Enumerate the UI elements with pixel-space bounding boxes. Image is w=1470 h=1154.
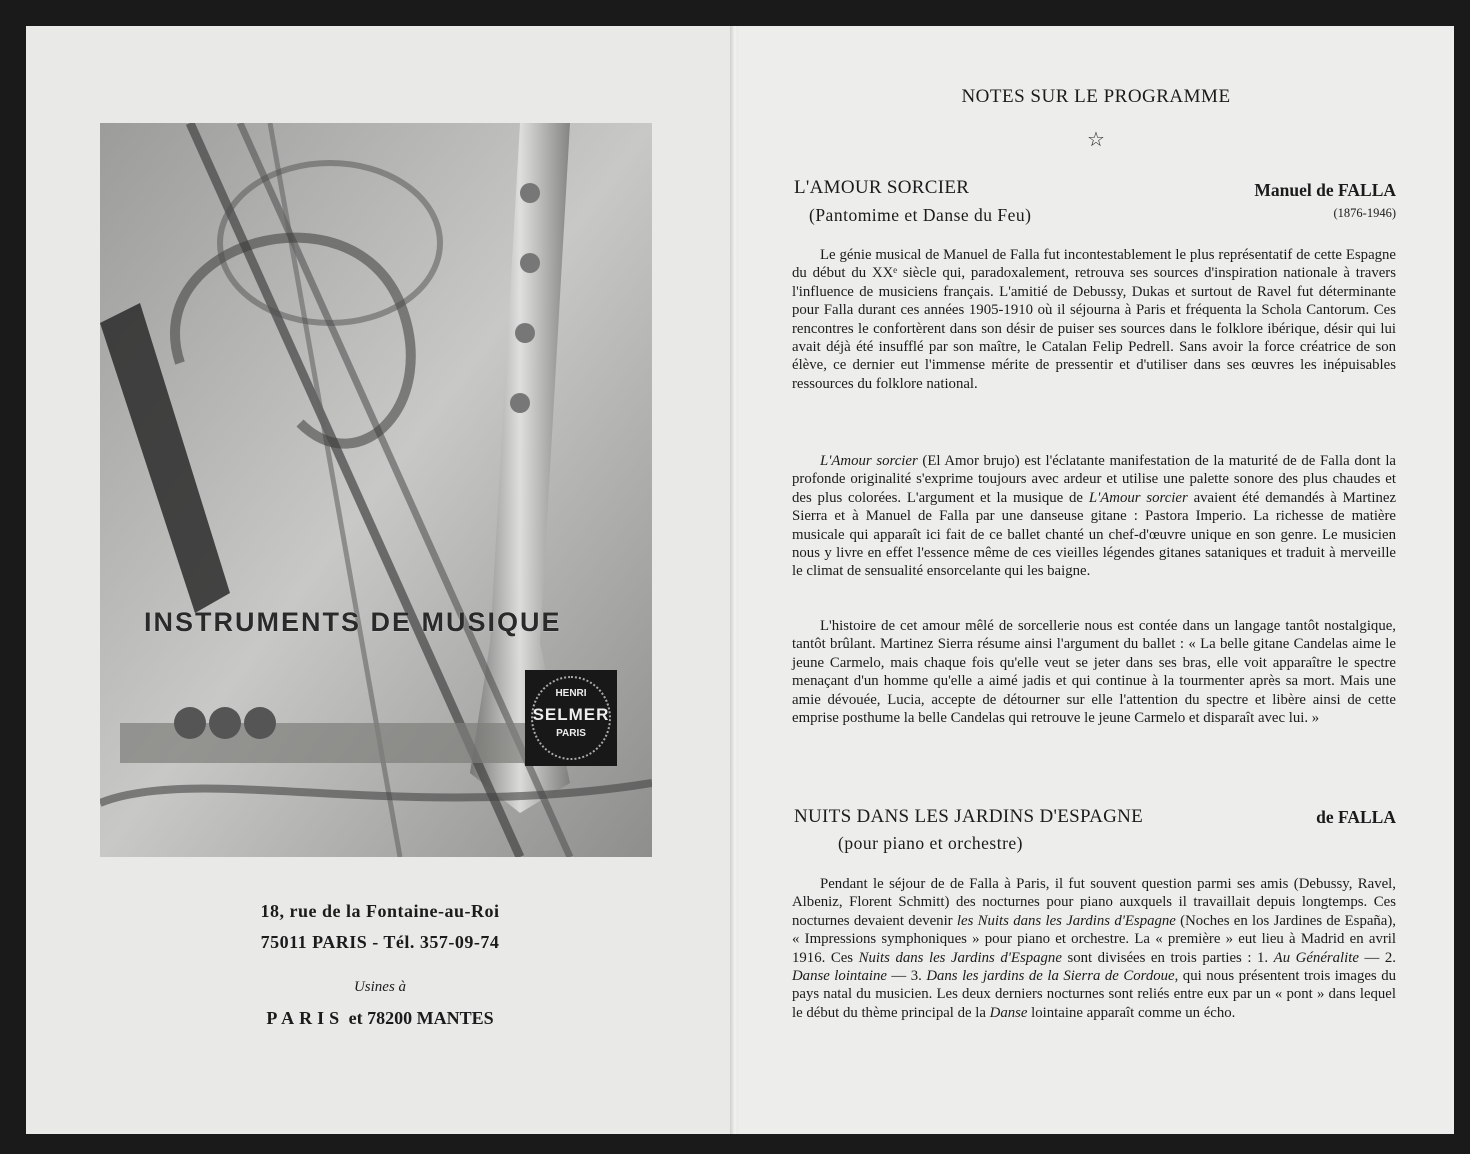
italic-title: Danse lointaine [792, 968, 887, 985]
work1-subtitle: (Pantomime et Danse du Feu) [809, 205, 1032, 225]
left-page [26, 26, 734, 1134]
factories-city-paris: PARIS [266, 1008, 345, 1028]
text-run: sont divisées en trois parties : 1. [1061, 949, 1274, 966]
address-line-2: 75011 PARIS - Tél. 357-09-74 [260, 932, 500, 952]
star-ornament: ☆ [1087, 129, 1105, 151]
italic-title: les Nuits dans les Jardins d'Espagne [956, 912, 1176, 929]
factories-city-mantes: MANTES [416, 1008, 494, 1028]
work1-p3-text: L'histoire de cet amour mêlé de sorcellerie nous est contée dans un langage tantôt nostalgique, tantôt brûlant. Martinez Sierra résume ainsi l'argument du ballet : « La belle gitane Candelas aime le jeune Carmelo, mais chaque fois qu'elle veut se jeter dans ses bras, elle voit apparaître le spectre menaçant d'un homme qu'elle a aimé jadis et qui continue à la tourmenter après sa mort. Mais une amie dévouée, Lucia, accepte de détourner sur elle l'attention du spectre et libère ainsi de cette emprise posthume la belle Candelas qui retrouve le jeune Carmelo et disparaît avec lui. » [792, 618, 1396, 727]
logo-line-henri: HENRI [555, 688, 587, 699]
ad-headline: INSTRUMENTS DE MUSIQUE [144, 607, 562, 637]
text-run: (El Amor brujo) est l'éclatante manifestation de la maturité de de Falla dont la profonde originalité s'exprime toujours avec ardeur et utilise une palette sonore des plus chaudes et des plus colorées. L'argument et la musique de [792, 453, 1396, 506]
factories-label: Usines à [353, 979, 407, 995]
italic-title: Nuits dans les Jardins d'Espagne [858, 949, 1062, 966]
notes-title: NOTES SUR LE PROGRAMME [961, 86, 1231, 107]
work1-composer: Manuel de FALLA [1254, 180, 1396, 200]
italic-title: Dans les jardins de la Sierra de Cordoue [926, 968, 1175, 985]
text-run: — 3. [886, 968, 927, 985]
work2-composer: de FALLA [1316, 807, 1396, 827]
instruments-photo [100, 123, 652, 857]
work1-p1-text: Le génie musical de Manuel de Falla fut incontestablement le plus représentatif de cette Espagne du début du XXᵉ siècle qui, paradoxalement, retrouva ses sources d'inspiration nationale à travers l'influence de musiciens français. L'amitié de Debussy, Dukas et surtout de Ravel fut déterminante pour Falla durant ces années 1905-1910 où il séjourna à Paris et fréquenta la Schola Cantorum. Ces rencontres le confortèrent dans son désir de puiser ses sources dans le folklore ibérique, désir qui lui avait déjà été insufflé par son maître, le Catalan Felip Pedrell. Sans avoir la force créatrice de son élève, ce dernier eut l'immense mérite de pressentir et d'utiliser dans ses œuvres les inépuisables ressources du folklore national. [792, 247, 1396, 392]
italic-title: Au Généralite [1273, 949, 1359, 966]
work2-title: NUITS DANS LES JARDINS D'ESPAGNE [794, 806, 1144, 827]
text-run: avaient été demandés à Martinez Sierra et à Manuel de Falla par une danseuse gitane : Pastora Imperio. La richesse de matière musicale qui apparaît ici fait de ce ballet chanté un chef-d'œuvre unique en son genre. Le musicien nous y livre en effet l'essence même de ces vieilles légendes gitanes sataniques et traduit à merveille le climat de sensualité ensorcelante qui les baigne. [792, 489, 1397, 580]
italic-title: Danse [989, 1004, 1028, 1021]
work1-paragraph-2 [792, 452, 1396, 581]
work1-p2-text [792, 452, 1396, 581]
work2-subtitle: (pour piano et orchestre) [838, 833, 1023, 853]
text-run: — 2. [1358, 949, 1396, 966]
selmer-logo [525, 670, 617, 766]
text-run: lointaine apparaît comme un écho. [1027, 1004, 1236, 1021]
right-page [738, 26, 1454, 1134]
address-line-1: 18, rue de la Fontaine-au-Roi [260, 901, 500, 921]
factories-conjunction: et 78200 [344, 1008, 417, 1028]
work1-paragraph-1 [792, 246, 1396, 393]
work1-title: L'AMOUR SORCIER [794, 177, 970, 198]
factories-cities [26, 1008, 734, 1029]
work1-paragraph-3 [792, 617, 1396, 727]
text-run: (Noches en los Jardines de España), « Impressions symphoniques » pour piano et orchestre. La « première » eut lieu à Madrid en avril 1916. Ces [792, 912, 1396, 966]
work2-paragraph [792, 875, 1396, 1022]
work-title-italic: L'Amour sorcier [1088, 489, 1188, 506]
work1-dates: (1876-1946) [1333, 206, 1396, 220]
work2-p-text [792, 875, 1396, 1022]
work-title-italic: L'Amour sorcier [820, 453, 918, 469]
logo-line-paris: PARIS [556, 728, 586, 739]
text-run: Pendant le séjour de de Falla à Paris, il fut souvent question parmi ses amis (Debussy, Ravel, Albeniz, Florent Schmitt) des nocturnes pour piano auxquels il travaillait depuis longtemps. Ces nocturnes devaient devenir [792, 876, 1396, 929]
logo-line-selmer: SELMER [532, 705, 610, 724]
text-run: , qui nous présentent trois images du pays natal du musicien. Les deux derniers nocturnes sont reliés entre eux par un « pont » dans lequel le début du thème principal de la [792, 968, 1396, 1021]
